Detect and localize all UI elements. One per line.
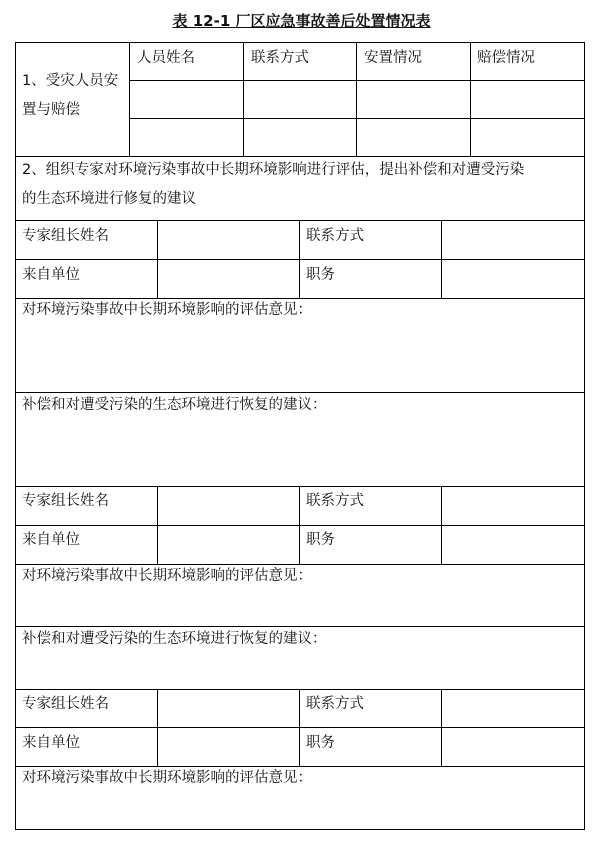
group3-assessment-label: 对环境污染事故中长期环境影响的评估意见： [22,770,312,786]
group3-unit-label: 来自单位 [22,735,80,751]
group1-assessment-bottom [15,392,585,393]
victims-section-bottom [15,156,585,157]
victims-row-line-2 [129,118,585,119]
expert-intro-line2: 的生态环境进行修复的建议 [22,191,196,207]
group2-contact-label: 联系方式 [306,493,364,509]
header-compensation: 赔偿情况 [477,50,535,66]
table-border-top [15,42,585,43]
group2-leader-label: 专家组长姓名 [22,493,109,509]
header-placement: 安置情况 [364,50,422,66]
group3-leader-label: 专家组长姓名 [22,696,109,712]
group2-info-bottom [15,564,585,565]
group3-position-label: 职务 [306,735,335,751]
victims-divider-label [129,42,130,156]
group3-contact-label: 联系方式 [306,696,364,712]
group1-contact-label: 联系方式 [306,228,364,244]
group1-suggestion-label: 补偿和对遭受污染的生态环境进行恢复的建议： [22,397,327,413]
group1-info-bottom [15,298,585,299]
group1-assessment-label: 对环境污染事故中长期环境影响的评估意见： [22,302,312,318]
table-border-left [15,42,16,830]
group2-assessment-label: 对环境污染事故中长期环境影响的评估意见： [22,568,312,584]
group1-leader-label: 专家组长姓名 [22,228,109,244]
group1-row-line [15,259,585,260]
group2-unit-label: 来自单位 [22,532,80,548]
group3-row-line [15,727,585,728]
table-title: 表 12-1 厂区应急事故善后处置情况表 [172,12,431,30]
group2-assessment-bottom [15,626,585,627]
table-border-right [584,42,585,830]
victims-row-line-1 [129,80,585,81]
header-contact: 联系方式 [251,50,309,66]
expert-intro-line1: 2、组织专家对环境污染事故中长期环境影响进行评估，提出补偿和对遭受污染 [22,162,525,178]
group2-row-line [15,525,585,526]
expert-intro-bottom [15,220,585,221]
victims-divider-3 [470,42,471,156]
victims-divider-2 [356,42,357,156]
group1-suggestion-bottom [15,486,585,487]
header-person-name: 人员姓名 [137,50,195,66]
victims-row-label-line1: 1、受灾人员安 [22,73,119,89]
victims-row-label-line2: 置与赔偿 [22,102,80,118]
group2-suggestion-bottom [15,689,585,690]
group3-info-bottom [15,766,585,767]
victims-divider-1 [243,42,244,156]
table-border-bottom [15,829,585,830]
group1-position-label: 职务 [306,267,335,283]
group2-position-label: 职务 [306,532,335,548]
group1-unit-label: 来自单位 [22,267,80,283]
group2-suggestion-label: 补偿和对遭受污染的生态环境进行恢复的建议： [22,631,327,647]
